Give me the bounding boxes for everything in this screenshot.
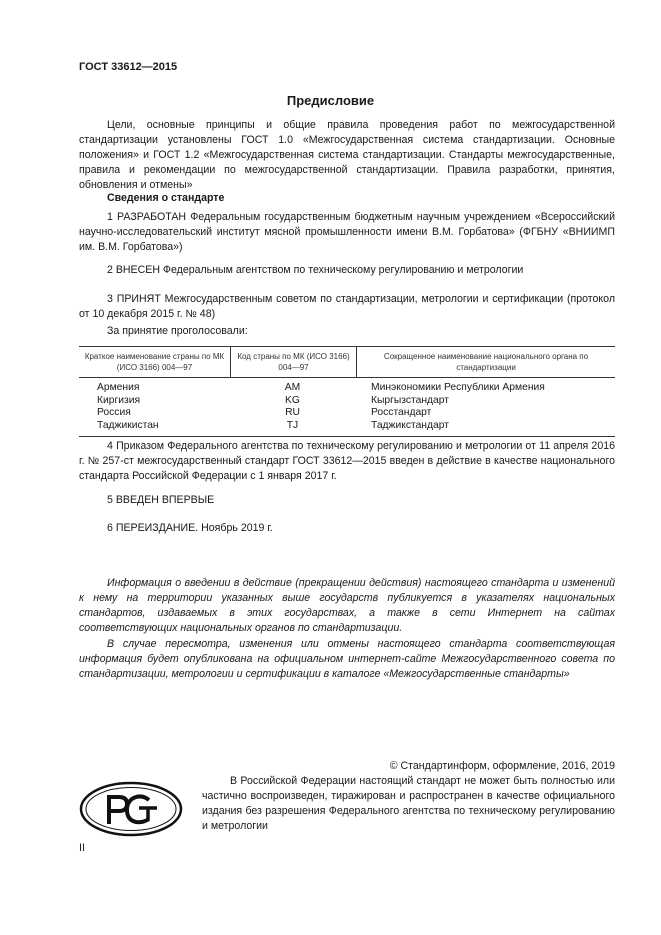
table-header bbox=[79, 347, 615, 378]
table-cell: Россия bbox=[97, 407, 131, 418]
table-cell: RU bbox=[285, 407, 300, 418]
info-paragraph-2: В случае пересмотра, изменения или отмены настоящего стандарта соответствующая информация будет опубликована на официальном интернет-сайте Межгосударственного совета по стандартизации, метрологии и сертификации в каталоге «Межгосударственные стандарты» bbox=[79, 638, 615, 680]
table-cell: Армения bbox=[97, 382, 140, 393]
header-body: Сокращенное наименование национального органа по стандартизации bbox=[383, 352, 589, 372]
voting-table bbox=[79, 346, 615, 437]
copyright-line: © Стандартинформ, оформление, 2016, 2019 bbox=[389, 760, 615, 772]
table-cell: Киргизия bbox=[97, 394, 141, 406]
table-cell: TJ bbox=[286, 419, 299, 431]
info-paragraph-1: Информация о введении в действие (прекращении действия) настоящего стандарта и изменений к нему на территории указанных выше государств публикуется в указателях национальных стандартов, издаваемых в этих государствах, а также в сети Интернет на сайтах соответствующих национальных органов по стандартизации. bbox=[79, 577, 615, 634]
table-cell: KG bbox=[285, 394, 300, 406]
legal-notice: В Российской Федерации настоящий стандарт не может быть полностью или частично воспроизведен, тиражирован и распространен в качестве официального издания без разрешения Федерального агентства по техническому регулированию и метрологии bbox=[202, 775, 615, 832]
table-cell: Росстандарт bbox=[371, 407, 432, 418]
rst-logo-icon bbox=[79, 780, 184, 838]
header-country: Краткое наименование страны по МК (ИСО 3166) 004—97 bbox=[84, 352, 225, 372]
table-body bbox=[79, 378, 615, 436]
section-subtitle: Сведения о стандарте bbox=[107, 192, 225, 204]
item-5: 5 ВВЕДЕН ВПЕРВЫЕ bbox=[107, 494, 215, 506]
header-code: Код страны по МК (ИСО 3166) 004—97 bbox=[230, 347, 357, 377]
item-6: 6 ПЕРЕИЗДАНИЕ. Ноябрь 2019 г. bbox=[107, 522, 273, 534]
body-column bbox=[355, 382, 615, 432]
country-column bbox=[79, 382, 230, 432]
item-3: 3 ПРИНЯТ Межгосударственным советом по стандартизации, метрологии и сертификации (протокол от 10 декабря 2015 г. № 48) bbox=[79, 293, 615, 320]
page-title: Предисловие bbox=[286, 93, 375, 108]
table-cell: Минэкономики Республики Армения bbox=[371, 382, 545, 393]
document-id: ГОСТ 33612—2015 bbox=[79, 61, 178, 73]
table-cell: Кыргызстандарт bbox=[371, 394, 450, 406]
item-1: 1 РАЗРАБОТАН Федеральным государственным бюджетным научным учреждением «Всероссийский научно-исследовательский институт мясной промышленности имени В.М. Горбатова» (ФГБНУ «ВНИИМП им. В.М. Горбатова») bbox=[79, 211, 615, 253]
table-cell: Таджикистан bbox=[97, 419, 159, 431]
table-cell: Таджикстандарт bbox=[371, 419, 449, 431]
item-4: 4 Приказом Федерального агентства по техническому регулированию и метрологии от 11 апреля 2016 г. № 257-ст межгосударственный стандарт ГОСТ 33612—2015 введен в действие в качестве национального стандарта Российской Федерации с 1 января 2017 г. bbox=[79, 440, 615, 482]
item-2: 2 ВНЕСЕН Федеральным агентством по техническому регулированию и метрологии bbox=[107, 264, 524, 276]
table-cell: AM bbox=[284, 382, 301, 393]
page-number: II bbox=[79, 842, 85, 854]
code-column bbox=[230, 382, 355, 432]
vote-label: За принятие проголосовали: bbox=[107, 325, 248, 337]
intro-paragraph: Цели, основные принципы и общие правила проведения работ по межгосударственной стандартизации установлены ГОСТ 1.0 «Межгосударственная система стандартизации. Основные положения» и ГОСТ 1.2 «Межгосударственная система стандартизации. Стандарты межгосударственные, правила и рекомендации по межгосударственной стандартизации. Правила разработки, принятия, обновления и отмены» bbox=[79, 119, 615, 191]
